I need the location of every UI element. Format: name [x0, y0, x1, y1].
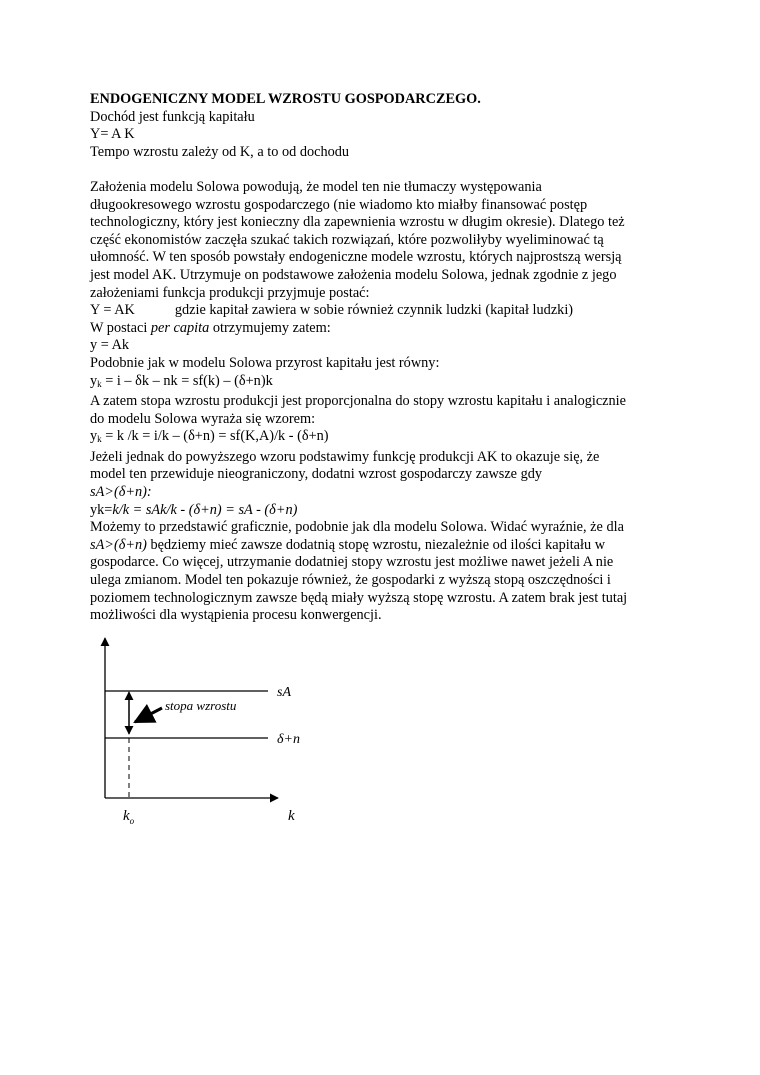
- eq-kdot-rest: = i – δk – nk = sf(k) – (δ+n)k: [101, 372, 273, 389]
- eq-kdot-sub: k: [97, 378, 102, 389]
- label-delta-n: δ+n: [277, 732, 300, 747]
- para2-line-2: do modelu Solowa wyraża się wzorem:: [90, 410, 316, 427]
- label-stopa-wzrostu: stopa wzrostu: [165, 698, 237, 713]
- para1-line-3: technologiczny, który jest konieczny dla zapewnienia wzrostu w długim okresie). Dlatego też: [90, 214, 625, 231]
- equation-capital-change: [90, 373, 680, 394]
- para1-line-7: założeniami funkcja produkcji przyjmuje postać:: [90, 284, 370, 301]
- eq-final-italic: k/k = sAk/k - (δ+n) = sA - (δ+n): [112, 501, 298, 518]
- intro-line-3: Tempo wzrostu zależy od K, a to od dochodu: [90, 143, 350, 160]
- para4-line-4: ulega zmianom. Model ten pokazuje również, że gospodarki z wyższą stopą oszczędności i: [90, 572, 611, 589]
- para1-line-6: jest model AK. Utrzymuje on podstawowe założenia modelu Solowa, jednak zgodnie z jego: [90, 266, 617, 283]
- ak-model-diagram: [92, 630, 322, 830]
- eq-growth-rest: = k /k = i/k – (δ+n) = sf(K,A)/k - (δ+n): [101, 428, 329, 445]
- condition-line: sA>(δ+n):: [90, 484, 152, 501]
- label-k-axis: k: [288, 808, 295, 824]
- para1-line-4: część ekonomistów zaczęła szukać takich rozwiązań, które pozwoliłyby wyeliminować tą: [90, 231, 604, 248]
- para1-line-1: Założenia modelu Solowa powodują, że model ten nie tłumaczy występowania: [90, 178, 542, 195]
- eq-final-pre: yk=: [90, 501, 113, 518]
- equation-yak-note: gdzie kapitał zawiera w sobie również czynnik ludzki (kapitał ludzki): [174, 302, 574, 319]
- equation-yk: y = Ak: [90, 337, 130, 354]
- label-pointer-arrow: [135, 708, 162, 722]
- label-k0-main: k: [123, 808, 130, 824]
- equation-yak: Y = AK: [90, 302, 135, 319]
- document-title: ENDOGENICZNY MODEL WZROSTU GOSPODARCZEGO.: [90, 91, 481, 107]
- para2-line-1: A zatem stopa wzrostu produkcji jest proporcjonalna do stopy wzrostu kapitału i analogicznie: [90, 393, 626, 410]
- solow-line: Podobnie jak w modelu Solowa przyrost kapitału jest równy:: [90, 354, 440, 371]
- equation-growth-rate: [90, 428, 680, 449]
- eq-growth-sub: k: [97, 434, 102, 445]
- per-capita-post: otrzymujemy zatem:: [209, 319, 331, 336]
- equation-yak-line: [90, 302, 680, 320]
- blank-line: [90, 161, 680, 179]
- label-k0-sub: o: [129, 816, 135, 826]
- para4-rest: będziemy mieć zawsze dodatnią stopę wzrostu, niezależnie od ilości kapitału w: [146, 536, 606, 553]
- para4-italic: sA>(δ+n): [90, 536, 147, 553]
- para1-line-5: ułomność. W ten sposób powstały endogeniczne modele wzrostu, których najprostszą wersją: [90, 249, 622, 266]
- per-capita-italic: per capita: [150, 319, 210, 336]
- intro-line-2: Y= A K: [90, 126, 135, 143]
- label-k0: [123, 808, 135, 826]
- para1-line-2: długookresowego wzrostu gospodarczego (nie wiadomo kto miałby finansować postęp: [90, 196, 588, 213]
- para4-line-1: Możemy to przedstawić graficznie, podobnie jak dla modelu Solowa. Widać wyraźnie, że dla: [90, 519, 624, 536]
- equation-final: [90, 502, 680, 520]
- para4-line-5: poziomem technologicznym zawsze będą miały wyższą stopę wzrostu. A zatem brak jest tutaj: [90, 589, 628, 606]
- para4-line-3: gospodarce. Co więcej, utrzymanie dodatniej stopy wzrostu jest możliwe nawet jeżeli A nie: [90, 554, 614, 571]
- para3-line-2: model ten przewiduje nieograniczony, dodatni wzrost gospodarczy zawsze gdy: [90, 466, 543, 483]
- intro-line-1: Dochód jest funkcją kapitału: [90, 108, 255, 125]
- para4-line-6: możliwości dla wystąpienia procesu konwergencji.: [90, 607, 382, 624]
- per-capita-line: [90, 320, 680, 338]
- document-body: [90, 91, 680, 625]
- eq-kdot-y: y: [90, 372, 98, 389]
- per-capita-pre: W postaci: [90, 319, 151, 336]
- eq-growth-y: y: [90, 428, 98, 445]
- para3-line-1: Jeżeli jednak do powyższego wzoru podstawimy funkcję produkcji AK to okazuje się, że: [90, 448, 600, 465]
- para4-line-2: [90, 537, 680, 555]
- label-sa: sA: [277, 685, 291, 700]
